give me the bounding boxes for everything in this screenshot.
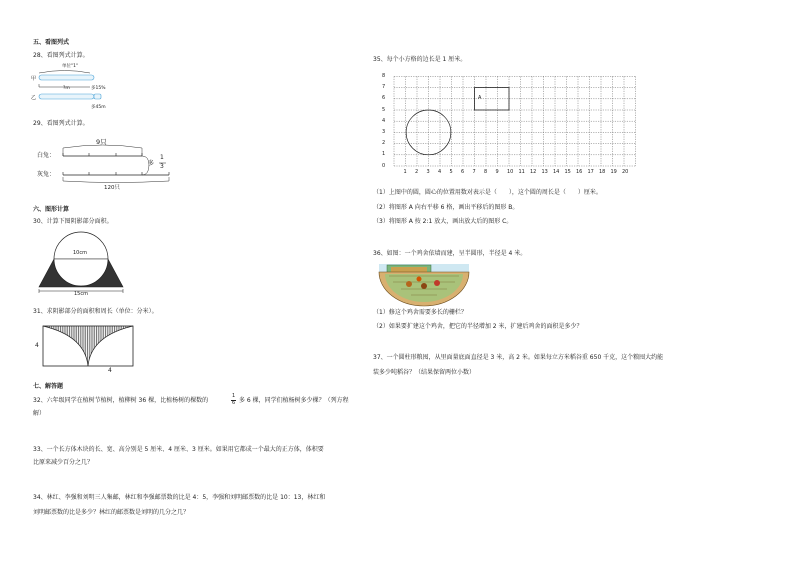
q29-frac-denominator: 3	[160, 163, 164, 170]
question-36-part-1: （1）修这个鸡舍需要多长的栅栏？	[373, 309, 467, 316]
question-32-frac-denominator: 6	[232, 400, 236, 406]
q29-bars	[37, 136, 177, 198]
y-tick-label: 4	[382, 117, 386, 124]
q30-bottom-dimension: 15cm	[74, 291, 88, 297]
x-tick-label: 2	[415, 169, 419, 175]
x-tick-label: 8	[484, 169, 488, 175]
x-tick-label: 15	[564, 169, 571, 175]
q31-figure	[33, 322, 138, 374]
question-29: 29、看图列式计算。	[33, 120, 89, 127]
y-tick-label: 2	[382, 140, 386, 147]
question-36-part-2: （2）如果要扩建这个鸡舍，把它的半径增加 2 米，扩建后鸡舍的面积是多少？	[373, 323, 583, 330]
x-tick-label: 6	[461, 169, 465, 175]
q28-note-percent: 多15%	[91, 86, 106, 91]
question-34-line-1: 34、林红、李强和刘明三人集邮，林红和李强邮票数的比是 4：5，李强和刘明邮票数的比是 10：13，林红和	[33, 494, 326, 501]
x-tick-label: 16	[576, 169, 583, 175]
q31-shape	[33, 322, 138, 374]
x-tick-label: 7	[472, 169, 476, 175]
y-tick-label: 8	[382, 72, 386, 79]
q28-label-yi: 乙	[31, 95, 37, 101]
q29-white-label: 白兔：	[37, 152, 56, 159]
question-35: 35、每个小方格的边长是 1 厘米。	[373, 56, 467, 63]
question-35-part-1: （1）上图中的圆，圆心的位置用数对表示是（ ），这个圆的周长是（ ）厘米。	[373, 189, 602, 196]
x-tick-label: 18	[599, 169, 606, 175]
q29-frac-numerator: 1	[160, 154, 164, 161]
question-37-line-1: 37、一个圆柱形粮囤，从里面量底面直径是 3 米，高 2 米。如果每立方米稻谷重 650 千克，这个粮囤大约能	[373, 354, 664, 361]
x-tick-label: 17	[587, 169, 594, 175]
question-32-line-2: 解）	[33, 410, 46, 417]
section-6-heading: 六、图形计算	[33, 206, 70, 213]
x-tick-label: 13	[541, 169, 548, 175]
q30-top-dimension: 10cm	[73, 250, 87, 256]
question-33-line-1: 33、一个长方体木块的长、宽、高分别是 5 厘米、4 厘米、3 厘米。如果用它都成一个最大的正方体，体积要	[33, 446, 324, 453]
q30-figure	[36, 232, 126, 298]
question-35-part-3: （3）将图形 A 按 2:1 放大，画出放大后的图形 C。	[373, 218, 513, 225]
question-37-line-2: 装多少吨稻谷？（结果保留两位小数）	[373, 369, 476, 376]
q31-width-label: 4	[108, 367, 112, 374]
x-tick-label: 3	[426, 169, 430, 175]
q29-diagram	[37, 136, 177, 198]
q36-chicken-coop-image	[379, 262, 469, 307]
x-tick-label: 1	[403, 169, 407, 175]
x-tick-label: 4	[438, 169, 442, 175]
y-tick-label: 5	[382, 106, 386, 113]
q29-top-label: 9只	[96, 138, 107, 146]
q28-mid-label: ?m	[63, 86, 70, 91]
question-32-line-1a: 32、六年级同学在植树节植树，植柳树 36 棵，比植杨树的棵数的	[33, 397, 209, 404]
q28-diagram	[30, 63, 125, 113]
y-tick-label: 6	[382, 95, 386, 102]
y-tick-label: 0	[382, 162, 386, 169]
q28-label-jia: 甲	[31, 76, 37, 82]
q35-rect-a-label: A	[478, 95, 482, 101]
x-tick-label: 5	[449, 169, 453, 175]
q30-shape	[36, 232, 126, 298]
section-5-heading: 五、看图列式	[33, 39, 70, 46]
question-35-part-2: （2）将图形 A 向右平移 6 格，画出平移后的图形 B。	[373, 204, 519, 211]
x-tick-label: 11	[518, 169, 525, 175]
q28-bars	[30, 63, 125, 113]
question-34-line-2: 刘明邮票数的比是多少？林红的邮票数是刘明的几分之几？	[33, 509, 190, 516]
question-32-frac-numerator: 1	[232, 393, 236, 399]
question-28: 28、看图列式计算。	[33, 52, 89, 59]
q28-note-meters: 多45m	[91, 105, 106, 110]
q35-grid	[380, 72, 650, 182]
question-32-line-1b: 多 6 棵，同学们植杨树多少棵？（列方程	[239, 397, 349, 404]
q29-more-label: 多	[148, 160, 155, 167]
q29-gray-label: 灰兔：	[37, 171, 56, 178]
question-30: 30、计算下图阴影部分面积。	[33, 218, 113, 225]
x-tick-label: 19	[610, 169, 617, 175]
x-tick-label: 20	[622, 169, 629, 175]
q35-grid-lines	[380, 72, 650, 182]
y-tick-label: 3	[382, 128, 386, 135]
q36-coop-drawing	[379, 262, 469, 307]
q28-unit-label: 单位"1"	[62, 64, 79, 69]
question-31: 31、求阴影部分的面积和周长（单位：分米）。	[33, 308, 158, 315]
y-tick-label: 7	[382, 84, 386, 91]
q29-total-label: 120只	[104, 185, 120, 191]
section-7-heading: 七、解答题	[33, 383, 64, 390]
x-tick-label: 12	[530, 169, 537, 175]
question-36: 36、如图：一个鸡舍依墙而建，呈半圆形，半径是 4 米。	[373, 250, 527, 257]
y-tick-label: 1	[382, 151, 386, 158]
x-tick-label: 14	[553, 169, 560, 175]
question-33-line-2: 比原来减少百分之几？	[33, 459, 94, 466]
x-tick-label: 10	[507, 169, 514, 175]
x-tick-label: 9	[495, 169, 499, 175]
q31-height-label: 4	[35, 342, 39, 349]
